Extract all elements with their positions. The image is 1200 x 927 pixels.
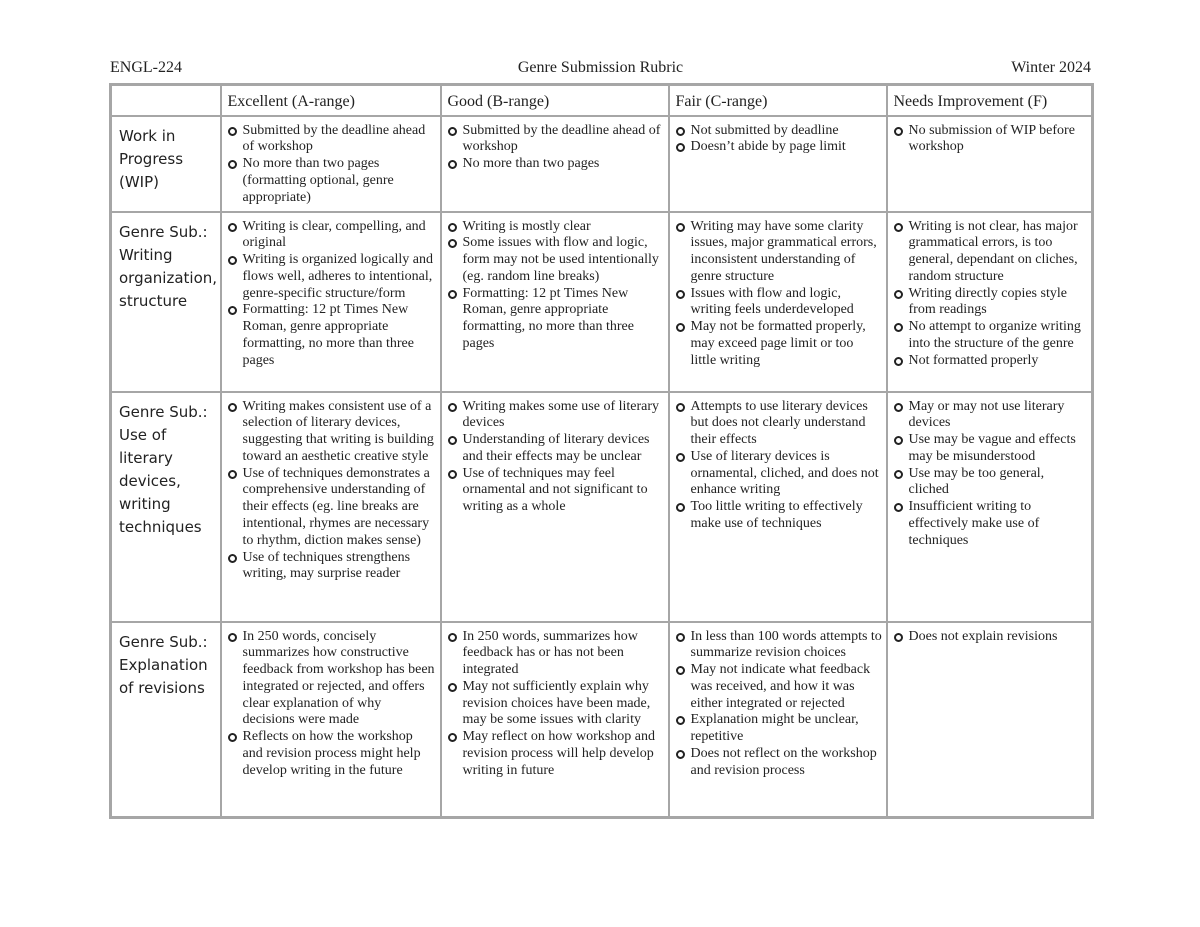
list-item-text: Writing may have some clarity issues, major grammatical errors, inconsistent understanding of genre structure <box>690 218 877 284</box>
list-item <box>226 156 437 206</box>
list-item-text: May not indicate what feedback was received, and how it was either integrated or rejected <box>690 662 871 711</box>
criteria-list <box>446 219 665 353</box>
list-item-text: Use of techniques may feel ornamental and not significant to writing as a whole <box>462 465 648 515</box>
table-row <box>111 622 1093 818</box>
table-row <box>111 212 1093 392</box>
list-item-text: Submitted by the deadline ahead of workshop <box>462 122 661 155</box>
list-item <box>674 449 883 499</box>
list-item <box>892 499 1089 549</box>
bullet-icon <box>228 160 237 169</box>
criteria-list <box>446 629 665 780</box>
criteria-list <box>446 399 665 517</box>
criteria-list <box>674 219 883 370</box>
list-item-text: Not formatted properly <box>908 352 1039 368</box>
list-item-text: Doesn’t abide by page limit <box>690 139 846 155</box>
list-item-text: Does not reflect on the workshop and revision process <box>690 746 877 778</box>
bullet-icon <box>676 403 685 412</box>
bullet-icon <box>894 127 903 136</box>
list-item-text: No more than two pages (formatting optional, genre appropriate) <box>242 156 394 205</box>
list-item <box>226 219 437 253</box>
column-header-excellent: Excellent (A-range) <box>221 85 441 116</box>
cell-good <box>441 212 669 392</box>
list-item <box>226 123 437 157</box>
list-item-text: Use may be vague and effects may be misunderstood <box>908 432 1076 464</box>
list-item-text: Use of techniques demonstrates a comprehensive understanding of their effects (eg. line breaks are intentional, rhymes are necessary to rhythm, diction makes sense) <box>242 465 430 548</box>
list-item-text: Attempts to use literary devices but does not clearly understand their effects <box>690 398 868 448</box>
bullet-icon <box>894 503 903 512</box>
list-item-text: Some issues with flow and logic, form may not be used intentionally (eg. random line breaks) <box>462 235 659 284</box>
row-criterion: Work in Progress (WIP) <box>111 116 221 212</box>
list-item <box>226 302 437 369</box>
list-item-text: Use of techniques strengthens writing, may surprise reader <box>242 549 411 582</box>
list-item <box>446 123 665 157</box>
criteria-list <box>226 399 437 584</box>
bullet-icon <box>676 223 685 232</box>
criteria-list <box>226 629 437 780</box>
bullet-icon <box>448 403 457 412</box>
bullet-icon <box>448 239 457 248</box>
list-item-text: Explanation might be unclear, repetitive <box>690 712 859 745</box>
list-item <box>674 399 883 449</box>
criteria-list <box>674 123 883 157</box>
list-item-text: Use of literary devices is ornamental, cliched, and does not enhance writing <box>690 448 879 498</box>
list-item <box>674 139 883 156</box>
column-header-good: Good (B-range) <box>441 85 669 116</box>
document-title: Genre Submission Rubric <box>517 59 684 76</box>
list-item <box>674 286 883 320</box>
bullet-icon <box>228 470 237 479</box>
bullet-icon <box>676 666 685 675</box>
bullet-icon <box>894 357 903 366</box>
list-item-text: May reflect on how workshop and revision process will help develop writing in future <box>462 729 655 778</box>
cell-excellent <box>221 622 441 818</box>
bullet-icon <box>676 750 685 759</box>
list-item-text: Reflects on how the workshop and revision process might help develop writing in the future <box>242 729 421 778</box>
cell-fair <box>669 116 887 212</box>
list-item-text: Not submitted by deadline <box>690 122 839 138</box>
list-item-text: May or may not use literary devices <box>908 398 1065 431</box>
list-item-text: Submitted by the deadline ahead of workshop <box>242 122 426 155</box>
table-row <box>111 392 1093 622</box>
list-item <box>674 499 883 533</box>
bullet-icon <box>448 470 457 479</box>
bullet-icon <box>228 127 237 136</box>
list-item-text: Writing is mostly clear <box>462 218 591 234</box>
page-header <box>110 58 1091 78</box>
bullet-icon <box>894 323 903 332</box>
criteria-list <box>892 629 1089 646</box>
rubric-body <box>111 116 1093 818</box>
cell-needs-improvement <box>887 392 1093 622</box>
list-item <box>446 219 665 236</box>
bullet-icon <box>676 323 685 332</box>
list-item <box>226 629 437 730</box>
bullet-icon <box>676 453 685 462</box>
list-item-text: Understanding of literary devices and their effects may be unclear <box>462 432 650 464</box>
list-item <box>674 319 883 369</box>
list-item <box>446 235 665 285</box>
bullet-icon <box>448 633 457 642</box>
list-item <box>892 466 1089 500</box>
column-header-needs-improvement: Needs Improvement (F) <box>887 85 1093 116</box>
list-item <box>674 629 883 663</box>
list-item <box>446 432 665 466</box>
row-criterion: Genre Sub.: Use of literary devices, writing techniques <box>111 392 221 622</box>
list-item <box>226 729 437 779</box>
list-item-text: Formatting: 12 pt Times New Roman, genre appropriate formatting, no more than three pages <box>462 285 634 352</box>
list-item-text: Writing is clear, compelling, and original <box>242 218 426 251</box>
criteria-list <box>226 123 437 207</box>
list-item <box>226 550 437 584</box>
list-item <box>892 353 1089 370</box>
list-item-text: In 250 words, concisely summarizes how constructive feedback from workshop has been integrated or rejected, and offers clear explanation of why decisions were made <box>242 628 435 728</box>
bullet-icon <box>894 633 903 642</box>
criteria-list <box>674 399 883 533</box>
list-item <box>226 466 437 550</box>
list-item-text: No submission of WIP before workshop <box>908 122 1075 155</box>
list-item-text: In less than 100 words attempts to summarize revision choices <box>690 628 882 661</box>
list-item <box>892 432 1089 466</box>
header-row <box>111 85 1093 116</box>
list-item-text: Writing is not clear, has major grammatical errors, is too general, dependant on cliches, random structure <box>908 218 1078 284</box>
list-item <box>674 746 883 780</box>
table-row <box>111 116 1093 212</box>
bullet-icon <box>228 733 237 742</box>
term-label: Winter 2024 <box>1011 59 1091 76</box>
row-criterion: Genre Sub.: Explanation of revisions <box>111 622 221 818</box>
list-item-text: Writing is organized logically and flows well, adheres to intentional, genre-specific structure/form <box>242 252 433 301</box>
list-item-text: Writing directly copies style from readings <box>908 285 1067 318</box>
list-item-text: Too little writing to effectively make use of techniques <box>690 499 863 532</box>
list-item-text: Use may be too general, cliched <box>908 465 1045 498</box>
cell-excellent <box>221 392 441 622</box>
bullet-icon <box>448 127 457 136</box>
bullet-icon <box>894 403 903 412</box>
list-item-text: Insufficient writing to effectively make use of techniques <box>908 499 1040 548</box>
bullet-icon <box>676 716 685 725</box>
list-item <box>446 399 665 433</box>
list-item-text: Writing makes consistent use of a selection of literary devices, suggesting that writing is building toward an aesthetic creative style <box>242 398 434 464</box>
bullet-icon <box>228 306 237 315</box>
list-item <box>674 662 883 712</box>
cell-needs-improvement <box>887 622 1093 818</box>
cell-fair <box>669 392 887 622</box>
list-item <box>892 629 1089 646</box>
bullet-icon <box>894 290 903 299</box>
criteria-list <box>892 219 1089 370</box>
list-item <box>446 679 665 729</box>
list-item-text: Does not explain revisions <box>908 628 1058 644</box>
list-item-text: No more than two pages <box>462 156 600 172</box>
bullet-icon <box>448 436 457 445</box>
list-item <box>892 286 1089 320</box>
criteria-list <box>674 629 883 780</box>
list-item <box>892 123 1089 157</box>
cell-good <box>441 116 669 212</box>
list-item <box>892 219 1089 286</box>
rubric-table <box>109 83 1094 819</box>
list-item-text: May not be formatted properly, may exceed page limit or too little writing <box>690 319 866 368</box>
list-item <box>226 399 437 466</box>
bullet-icon <box>228 223 237 232</box>
list-item <box>674 219 883 286</box>
bullet-icon <box>676 127 685 136</box>
cell-fair <box>669 212 887 392</box>
column-header-fair: Fair (C-range) <box>669 85 887 116</box>
criteria-list <box>446 123 665 173</box>
list-item-text: Writing makes some use of literary devices <box>462 398 660 431</box>
bullet-icon <box>448 683 457 692</box>
bullet-icon <box>448 160 457 169</box>
bullet-icon <box>894 223 903 232</box>
row-criterion: Genre Sub.: Writing organization, structure <box>111 212 221 392</box>
list-item-text: Issues with flow and logic, writing feels underdeveloped <box>690 285 854 318</box>
bullet-icon <box>228 403 237 412</box>
list-item-text: In 250 words, summarizes how feedback has or has not been integrated <box>462 628 638 678</box>
list-item <box>446 156 665 173</box>
criteria-list <box>226 219 437 370</box>
bullet-icon <box>894 470 903 479</box>
list-item-text: No attempt to organize writing into the structure of the genre <box>908 319 1081 352</box>
list-item <box>226 252 437 302</box>
list-item <box>446 466 665 516</box>
bullet-icon <box>228 554 237 563</box>
list-item <box>446 729 665 779</box>
list-item <box>674 123 883 140</box>
bullet-icon <box>676 633 685 642</box>
cell-needs-improvement <box>887 212 1093 392</box>
bullet-icon <box>228 633 237 642</box>
criteria-list <box>892 123 1089 157</box>
cell-needs-improvement <box>887 116 1093 212</box>
list-item <box>446 629 665 679</box>
bullet-icon <box>676 503 685 512</box>
cell-good <box>441 622 669 818</box>
bullet-icon <box>676 143 685 152</box>
cell-excellent <box>221 212 441 392</box>
criteria-list <box>892 399 1089 550</box>
list-item-text: Formatting: 12 pt Times New Roman, genre appropriate formatting, no more than three pages <box>242 302 414 368</box>
list-item <box>674 712 883 746</box>
bullet-icon <box>448 290 457 299</box>
list-item-text: May not sufficiently explain why revision choices have been made, may be some issues with clarity <box>462 678 651 728</box>
bullet-icon <box>228 256 237 265</box>
cell-fair <box>669 622 887 818</box>
cell-good <box>441 392 669 622</box>
list-item <box>446 286 665 353</box>
list-item <box>892 399 1089 433</box>
corner-cell <box>111 85 221 116</box>
bullet-icon <box>676 290 685 299</box>
list-item <box>892 319 1089 353</box>
bullet-icon <box>894 436 903 445</box>
cell-excellent <box>221 116 441 212</box>
course-code: ENGL-224 <box>110 59 182 76</box>
bullet-icon <box>448 223 457 232</box>
bullet-icon <box>448 733 457 742</box>
